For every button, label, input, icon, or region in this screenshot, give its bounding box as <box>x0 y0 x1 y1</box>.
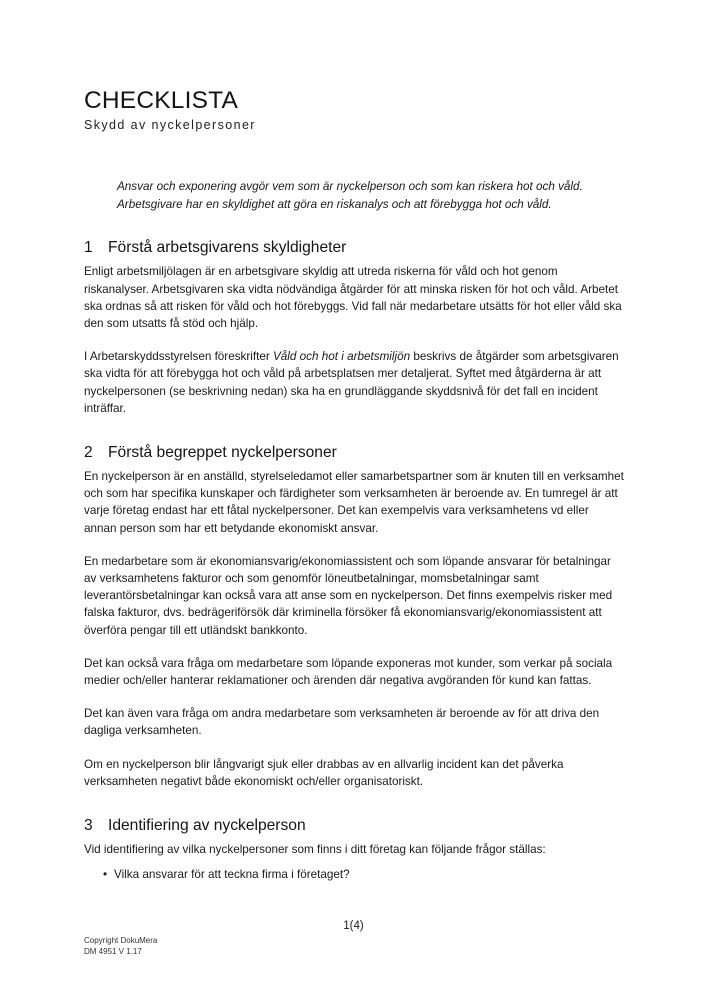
paragraph: Det kan också vara fråga om medarbetare som löpande exponeras mot kunder, som verkar på sociala medier och/eller hanterar reklamationer och ärenden där negativa avgöranden för kund kan fattas. <box>84 656 613 688</box>
paragraph-text: I Arbetarskyddsstyrelsen föreskrifter <box>84 350 274 364</box>
paragraph: Det kan även vara fråga om andra medarbetare som verksamheten är beroende av för att driva den dagliga verksamheten. <box>84 707 600 738</box>
regulation-title: Våld och hot i arbetsmiljön <box>273 350 411 364</box>
paragraph-text: beskrivs de åtgärder som arbetsgivaren ska vidta för att förebygga hot och våld på arbetsplatsen mer detaljerat. Syftet med åtgärderna är att nyckelpersonen (se beskrivning nedan) ska ha en grundläggande skyddsnivå för det fall en incident inträffar. <box>84 350 619 415</box>
bullet-list <box>84 866 624 883</box>
section-number: 2 <box>84 444 93 462</box>
document-id: DM 4951 V 1.17 <box>84 946 142 956</box>
document-page <box>84 86 624 883</box>
copyright-text: Copyright DokuMera <box>84 936 158 945</box>
footer <box>84 936 157 957</box>
section-3 <box>84 816 624 883</box>
section-2 <box>84 443 624 790</box>
section-title: Förstå arbetsgivarens skyldigheter <box>108 239 347 257</box>
paragraph: Vid identifiering av vilka nyckelpersoner som finns i ditt företag kan följande frågor ställas: <box>84 843 546 857</box>
section-1 <box>84 238 624 417</box>
list-item-text: Vilka ansvarar för att teckna firma i företaget? <box>114 868 350 882</box>
section-title: Förstå begreppet nyckelpersoner <box>108 444 337 462</box>
paragraph: Om en nyckelperson blir långvarigt sjuk eller drabbas av en allvarlig incident kan det påverka verksamheten negativt både ekonomiskt och/eller organisatoriskt. <box>84 757 564 788</box>
list-item <box>84 866 624 883</box>
section-heading <box>84 238 624 258</box>
paragraph: Enligt arbetsmiljölagen är en arbetsgivare skyldig att utreda riskerna för våld och hot genom riskanalyser. Arbetsgivaren ska vidta nödvändiga åtgärder för att minska risken för hot och våld. Arbetet ska ordnas så att risken för våld och hot förebyggs. Vid fall när medarbetare utsätts för hot eller våld ska den som utsatts få stöd och hjälp. <box>84 265 622 331</box>
section-number: 1 <box>84 239 93 257</box>
document-subtitle: Skydd av nyckelpersoner <box>84 118 256 132</box>
bullet-icon: • <box>103 868 108 882</box>
section-title: Identifiering av nyckelperson <box>108 817 306 835</box>
section-number: 3 <box>84 817 93 835</box>
page-number: 1(4) <box>343 920 364 932</box>
document-title: CHECKLISTA <box>84 87 239 114</box>
section-heading <box>84 443 624 463</box>
paragraph: En medarbetare som är ekonomiansvarig/ekonomiassistent och som löpande ansvarar för betalningar av verksamhetens fakturor och som genomför löneutbetalningar, momsbetalningar samt leverantörsbetalningar kan också vara att anse som en nyckelperson. Det finns exempelvis risker med falska fakturor, dvs. bedrägeriförsök där kriminella försöker få ekonomiansvarig/ekonomiassistent att överföra pengar till ett utländskt bankkonto. <box>84 554 613 637</box>
paragraph <box>84 348 624 417</box>
intro-paragraph: Ansvar och exponering avgör vem som är nyckelperson och som kan riskera hot och våld. Arbetsgivare har en skyldighet att göra en riskanalys och att förebygga hot och våld. <box>117 180 583 212</box>
paragraph: En nyckelperson är en anställd, styrelseledamot eller samarbetspartner som är knuten till en verksamhet och som har specifika kunskaper och färdigheter som verksamheten är beroende av. En tumregel är att varje företag endast har ett fåtal nyckelpersoner. Det kan exempelvis vara verksamhetens vd eller annan person som har ett betydande ekonomiskt ansvar. <box>84 470 624 535</box>
section-heading <box>84 816 624 836</box>
